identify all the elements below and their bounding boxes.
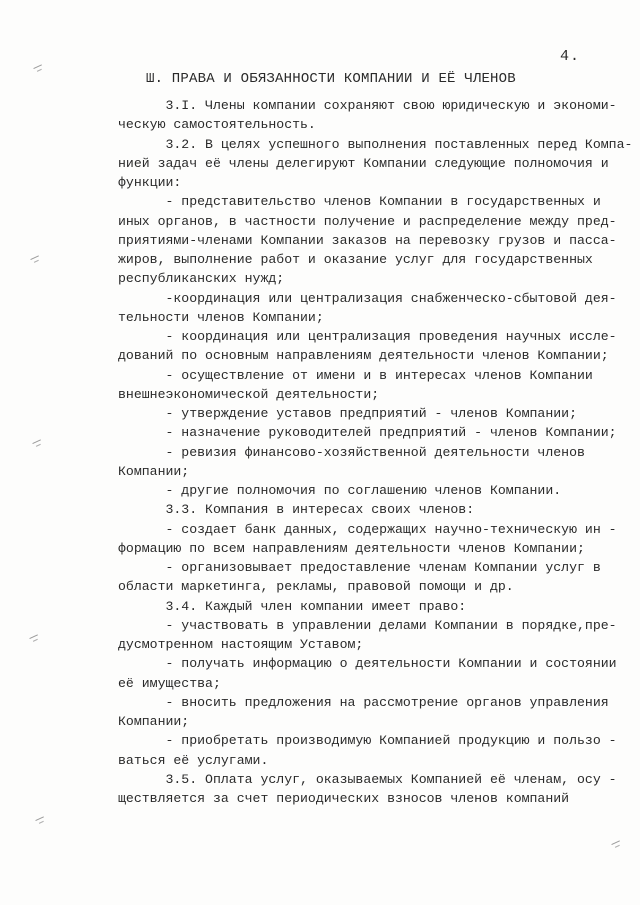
scan-margin-mark xyxy=(32,439,42,447)
text-line: дований по основным направлениям деятельности членов Компании; xyxy=(118,348,609,364)
text-line: - утверждение уставов предприятий - членов Компании; xyxy=(118,406,577,421)
scan-margin-mark xyxy=(29,634,39,642)
text-line: её имущества; xyxy=(118,675,221,691)
text-line: формацию по всем направлениям деятельности членов Компании; xyxy=(118,540,585,556)
text-line: ческую самостоятельность. xyxy=(118,117,316,133)
text-line: - приобретать производимую Компанией продукцию и пользо - xyxy=(118,733,617,749)
text-line: дусмотренном настоящим Уставом; xyxy=(118,637,364,652)
text-line: - участвовать в управлении делами Компании в порядке,пре- xyxy=(118,617,617,633)
text-line: иных органов, в частности получение и распределение между пред- xyxy=(118,213,617,229)
text-line: жиров, выполнение работ и оказание услуг для государственных xyxy=(118,252,593,267)
text-line: - вносить предложения на рассмотрение органов управления xyxy=(118,694,609,710)
text-line: 3.I. Члены компании сохраняют свою юридическую и экономи- xyxy=(118,98,617,113)
text-line: 3.5. Оплата услуг, оказываемых Компанией её членам, осу - xyxy=(118,771,617,787)
text-line: - создает банк данных, содержащих научно-техническую ин - xyxy=(118,521,617,537)
text-line: - получать информацию о деятельности Компании и состоянии xyxy=(118,656,617,672)
text-line: Компании; xyxy=(118,714,190,729)
text-line: 3.4. Каждый член компании имеет право: xyxy=(118,598,467,614)
text-line: Компании; xyxy=(118,463,190,479)
text-line: ществляется за счет периодических взносов членов компаний xyxy=(118,791,570,806)
text-line: тельности членов Компании; xyxy=(118,309,324,325)
text-line: -координация или централизация снабженческо-сбытовой дея- xyxy=(118,290,617,306)
scan-margin-mark xyxy=(30,255,40,263)
text-line: - организовывает предоставление членам Компании услуг в xyxy=(118,560,601,575)
scan-margin-mark xyxy=(35,816,45,824)
text-line: ваться её услугами. xyxy=(118,752,269,768)
text-line: - осуществление от имени и в интересах членов Компании xyxy=(118,367,593,383)
text-line: - координация или централизация проведения научных иссле- xyxy=(118,329,617,344)
document-body xyxy=(118,96,633,808)
text-line: - назначение руководителей предприятий - членов Компании; xyxy=(118,425,617,441)
text-line: 3.3. Компания в интересах своих членов: xyxy=(118,502,475,518)
page-number: 4. xyxy=(560,48,581,65)
text-line: функции: xyxy=(118,175,182,190)
text-line: приятиями-членами Компании заказов на перевозку грузов и пасса- xyxy=(118,232,617,248)
scan-margin-mark xyxy=(33,64,43,72)
text-line: нией задач её члены делегируют Компании следующие полномочия и xyxy=(118,155,609,171)
text-line: республиканских нужд; xyxy=(118,271,285,287)
section-heading: Ш. ПРАВА И ОБЯЗАННОСТИ КОМПАНИИ И ЕЁ ЧЛЕНОВ xyxy=(146,71,516,87)
text-line: - представительство членов Компании в государственных и xyxy=(118,194,601,210)
text-line: области маркетинга, рекламы, правовой помощи и др. xyxy=(118,579,514,595)
text-line: - другие полномочия по соглашению членов Компании. xyxy=(118,483,562,498)
text-line: 3.2. В целях успешного выполнения поставленных перед Компа- xyxy=(118,136,633,152)
text-line: - ревизия финансово-хозяйственной деятельности членов xyxy=(118,444,585,460)
scan-margin-mark xyxy=(611,840,621,848)
text-line: внешнеэкономической деятельности; xyxy=(118,386,380,402)
